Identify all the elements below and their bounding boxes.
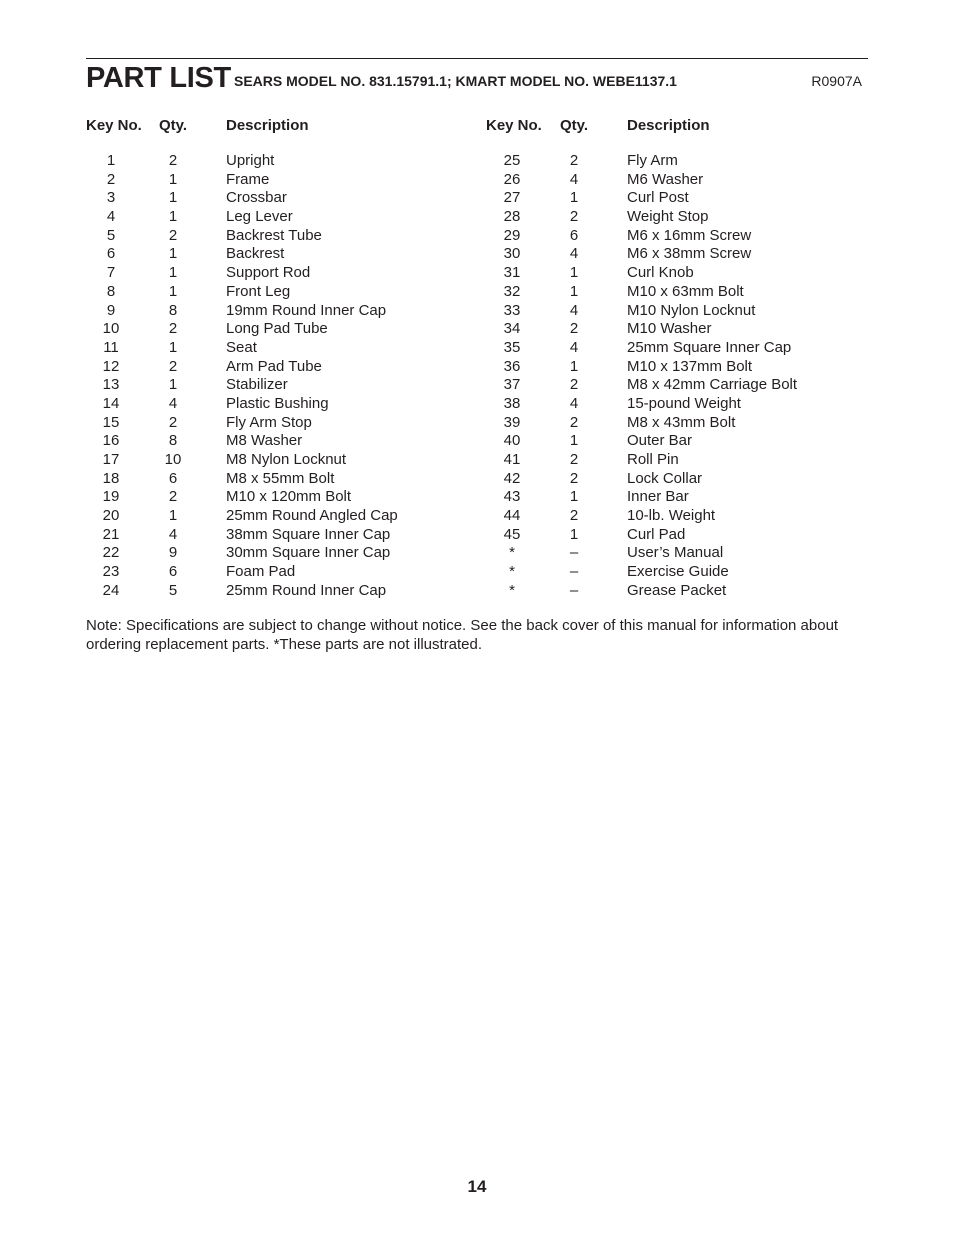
part-quantity: 1 — [168, 376, 178, 394]
parts-list-left — [86, 152, 466, 601]
part-quantity: 1 — [168, 264, 178, 282]
part-row — [487, 376, 867, 395]
part-row — [487, 470, 867, 489]
left-description-header: Description — [226, 117, 309, 134]
part-quantity: 2 — [569, 208, 579, 226]
part-description: M8 x 42mm Carriage Bolt — [627, 376, 798, 394]
part-quantity: 1 — [569, 264, 579, 282]
part-key-number: 44 — [503, 507, 521, 525]
top-rule — [86, 58, 868, 59]
part-key-number: 30 — [503, 245, 521, 263]
part-quantity: – — [569, 581, 579, 599]
part-quantity: 10 — [164, 451, 182, 468]
part-quantity: 2 — [168, 320, 178, 338]
part-description: Long Pad Tube — [226, 320, 328, 338]
part-row — [487, 507, 867, 526]
part-description: 15-pound Weight — [627, 394, 741, 412]
part-description: 25mm Round Inner Cap — [226, 581, 387, 599]
part-key-number: 25 — [503, 152, 521, 169]
part-row — [487, 171, 867, 190]
part-description: Outer Bar — [627, 432, 693, 450]
part-row — [487, 302, 867, 321]
part-row — [487, 245, 867, 264]
part-key-number: 40 — [503, 432, 521, 450]
part-description: Support Rod — [226, 264, 311, 282]
part-quantity: 1 — [569, 357, 579, 375]
part-quantity: 6 — [168, 469, 178, 487]
part-description: 19mm Round Inner Cap — [226, 301, 387, 319]
part-row — [86, 358, 466, 377]
left-key-header: Key No. — [86, 117, 142, 134]
part-description: M6 x 16mm Screw — [627, 226, 752, 244]
part-row — [86, 320, 466, 339]
part-description: Upright — [226, 152, 275, 169]
part-quantity: 2 — [168, 413, 178, 431]
part-key-number: 23 — [102, 563, 120, 581]
part-quantity: 1 — [569, 282, 579, 300]
part-row — [487, 320, 867, 339]
part-quantity: 2 — [168, 226, 178, 244]
part-description: M10 Washer — [627, 320, 712, 338]
part-quantity: 2 — [569, 451, 579, 468]
part-key-number: 5 — [106, 226, 116, 244]
part-row — [487, 208, 867, 227]
part-description: M10 Nylon Locknut — [627, 301, 756, 319]
part-key-number: 34 — [503, 320, 521, 338]
part-key-number: 22 — [102, 544, 120, 562]
part-quantity: 4 — [168, 394, 178, 412]
part-row — [86, 563, 466, 582]
part-key-number: 45 — [503, 525, 521, 543]
part-key-number: * — [509, 563, 515, 581]
part-quantity: 4 — [569, 245, 579, 263]
part-description: Weight Stop — [627, 208, 709, 226]
part-row — [487, 451, 867, 470]
part-key-number: 17 — [102, 451, 120, 468]
part-quantity: 1 — [569, 525, 579, 543]
part-quantity: 1 — [168, 189, 178, 207]
part-quantity: 2 — [168, 152, 178, 169]
part-description: M10 x 120mm Bolt — [226, 488, 352, 506]
part-key-number: 31 — [503, 264, 521, 282]
part-description: M6 Washer — [627, 170, 704, 188]
part-key-number: 36 — [503, 357, 521, 375]
part-row — [86, 189, 466, 208]
part-quantity: 6 — [569, 226, 579, 244]
part-description: M8 x 43mm Bolt — [627, 413, 736, 431]
part-key-number: 6 — [106, 245, 116, 263]
part-key-number: * — [509, 581, 515, 599]
part-key-number: 8 — [106, 282, 116, 300]
part-quantity: – — [569, 544, 579, 562]
part-key-number: 27 — [503, 189, 521, 207]
part-row — [487, 432, 867, 451]
part-quantity: 4 — [569, 394, 579, 412]
part-row — [487, 283, 867, 302]
part-key-number: 15 — [102, 413, 120, 431]
part-row — [86, 470, 466, 489]
part-row — [86, 171, 466, 190]
part-key-number: 11 — [103, 338, 119, 356]
part-key-number: 39 — [503, 413, 521, 431]
part-quantity: 8 — [168, 432, 178, 450]
part-description: M8 Nylon Locknut — [226, 451, 347, 468]
part-quantity: 2 — [569, 320, 579, 338]
part-description: Seat — [226, 338, 257, 356]
part-description: Frame — [226, 170, 270, 188]
part-key-number: 42 — [503, 469, 521, 487]
header — [86, 62, 868, 94]
part-key-number: 38 — [503, 394, 521, 412]
page-title: PART LIST — [86, 62, 231, 94]
part-description: User’s Manual — [627, 544, 724, 562]
part-description: Roll Pin — [627, 451, 679, 468]
part-quantity: 1 — [168, 245, 178, 263]
part-row — [86, 208, 466, 227]
part-quantity: 2 — [569, 413, 579, 431]
part-key-number: 13 — [102, 376, 120, 394]
part-row — [487, 189, 867, 208]
part-row — [487, 152, 867, 171]
part-row — [487, 414, 867, 433]
part-quantity: 4 — [569, 170, 579, 188]
part-quantity: 4 — [168, 525, 178, 543]
part-key-number: 24 — [102, 581, 120, 599]
part-row — [86, 544, 466, 563]
part-description: Plastic Bushing — [226, 394, 329, 412]
part-quantity: 4 — [569, 301, 579, 319]
part-description: Inner Bar — [627, 488, 689, 506]
part-key-number: 29 — [503, 226, 521, 244]
model-numbers: SEARS MODEL NO. 831.15791.1; KMART MODEL NO. WEBE1137.1 — [234, 73, 677, 89]
part-description: 30mm Square Inner Cap — [226, 544, 391, 562]
part-row — [86, 339, 466, 358]
part-row — [86, 283, 466, 302]
part-key-number: 41 — [503, 451, 521, 468]
part-quantity: 1 — [168, 208, 178, 226]
part-key-number: 16 — [102, 432, 120, 450]
part-description: Fly Arm — [627, 152, 678, 169]
part-row — [487, 563, 867, 582]
part-row — [86, 152, 466, 171]
part-row — [86, 488, 466, 507]
part-key-number: 19 — [102, 488, 120, 506]
part-key-number: 28 — [503, 208, 521, 226]
part-key-number: 35 — [503, 338, 521, 356]
part-row — [86, 395, 466, 414]
part-description: M10 x 137mm Bolt — [627, 357, 753, 375]
part-key-number: 20 — [102, 507, 120, 525]
part-quantity: 1 — [168, 338, 178, 356]
part-description: Backrest — [226, 245, 285, 263]
part-row — [86, 432, 466, 451]
part-description: Front Leg — [226, 282, 291, 300]
part-quantity: 2 — [168, 488, 178, 506]
part-description: Grease Packet — [627, 581, 727, 599]
part-key-number: 2 — [106, 170, 116, 188]
part-key-number: 7 — [106, 264, 116, 282]
part-row — [86, 526, 466, 545]
part-quantity: 4 — [569, 338, 579, 356]
part-quantity: 2 — [569, 376, 579, 394]
part-quantity: 8 — [168, 301, 178, 319]
part-key-number: 10 — [102, 320, 120, 338]
part-quantity: 1 — [168, 507, 178, 525]
part-row — [86, 582, 466, 601]
part-row — [86, 414, 466, 433]
part-description: Lock Collar — [627, 469, 703, 487]
part-key-number: 37 — [503, 376, 521, 394]
page-number: 14 — [467, 1177, 487, 1196]
part-description: M8 Washer — [226, 432, 303, 450]
part-row — [487, 544, 867, 563]
part-key-number: 18 — [102, 469, 120, 487]
part-quantity: 6 — [168, 563, 178, 581]
part-quantity: 1 — [168, 282, 178, 300]
part-key-number: 43 — [503, 488, 521, 506]
part-description: Exercise Guide — [627, 563, 729, 581]
part-row — [86, 302, 466, 321]
part-row — [86, 376, 466, 395]
part-quantity: 1 — [168, 170, 178, 188]
part-row — [487, 526, 867, 545]
right-qty-header: Qty. — [560, 117, 589, 134]
part-key-number: 4 — [106, 208, 116, 226]
part-key-number: 33 — [503, 301, 521, 319]
part-quantity: 1 — [569, 432, 579, 450]
part-key-number: * — [509, 544, 515, 562]
part-description: Stabilizer — [226, 376, 288, 394]
part-quantity: 9 — [168, 544, 178, 562]
part-row — [487, 339, 867, 358]
part-row — [86, 264, 466, 283]
part-key-number: 21 — [102, 525, 120, 543]
part-description: M6 x 38mm Screw — [627, 245, 752, 263]
left-qty-header: Qty. — [159, 117, 188, 134]
right-key-header: Key No. — [486, 117, 542, 134]
part-row — [86, 227, 466, 246]
part-description: M10 x 63mm Bolt — [627, 282, 744, 300]
right-description-header: Description — [627, 117, 710, 134]
part-row — [487, 264, 867, 283]
part-row — [487, 488, 867, 507]
parts-list-right — [487, 152, 867, 601]
part-quantity: 1 — [569, 488, 579, 506]
part-key-number: 32 — [503, 282, 521, 300]
part-key-number: 3 — [106, 189, 116, 207]
part-description: Arm Pad Tube — [226, 357, 322, 375]
part-description: 25mm Square Inner Cap — [627, 338, 792, 356]
part-row — [86, 507, 466, 526]
part-description: Curl Pad — [627, 525, 686, 543]
part-description: Backrest Tube — [226, 226, 322, 244]
part-description: 38mm Square Inner Cap — [226, 525, 391, 543]
part-description: Leg Lever — [226, 208, 293, 226]
part-key-number: 26 — [503, 170, 521, 188]
part-description: 10-lb. Weight — [627, 507, 716, 525]
part-key-number: 9 — [106, 301, 116, 319]
part-description: Foam Pad — [226, 563, 296, 581]
part-quantity: 2 — [569, 469, 579, 487]
part-quantity: 2 — [569, 507, 579, 525]
part-quantity: 5 — [168, 581, 178, 599]
part-key-number: 1 — [106, 152, 116, 169]
part-quantity: 1 — [569, 189, 579, 207]
part-row — [86, 451, 466, 470]
part-key-number: 12 — [102, 357, 120, 375]
part-row — [487, 582, 867, 601]
part-row — [86, 245, 466, 264]
part-description: Crossbar — [226, 189, 287, 207]
part-description: 25mm Round Angled Cap — [226, 507, 398, 525]
note: Note: Specifications are subject to change without notice. See the back cover of this manual for information about ordering replacement parts. *These parts are not illustrated. — [86, 617, 839, 653]
part-description: M8 x 55mm Bolt — [226, 469, 335, 487]
part-quantity: 2 — [569, 152, 579, 169]
revision-code: R0907A — [811, 73, 862, 89]
part-row — [487, 395, 867, 414]
part-key-number: 14 — [102, 394, 120, 412]
part-description: Curl Post — [627, 189, 689, 207]
part-description: Fly Arm Stop — [226, 413, 312, 431]
part-row — [487, 227, 867, 246]
part-quantity: – — [569, 563, 579, 581]
part-quantity: 2 — [168, 357, 178, 375]
part-description: Curl Knob — [627, 264, 694, 282]
part-row — [487, 358, 867, 377]
